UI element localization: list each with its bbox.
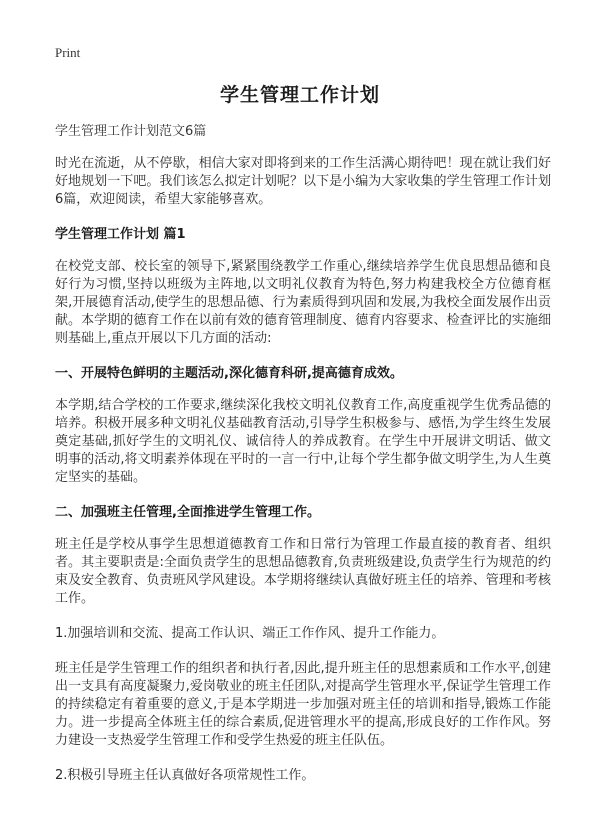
page-title: 学生管理工作计划 [219,84,380,106]
heading-1: 一、开展特色鲜明的主题活动,深化德育科研,提高德育成效。 [55,366,403,381]
paragraph-4: 班主任是学生管理工作的组织者和执行者,因此,提升班主任的思想素质和工作水平,创建出一支具有高度凝聚力,爱岗敬业的班主任团队,对提高学生管理水平,保证学生管理工作的持续稳定有着重要的意义,于是本学期进一步加强对班主任的培训和指导,锻炼工作能力。进一步提高全体班主任的综合素质,促进管理水平的提高,形成良好的工作作风。努力建设一支热爱学生管理工作和受学生热爱的班主任队伍。 [55,661,551,748]
article-subtitle: 学生管理工作计划范文6篇 [55,124,207,139]
print-link[interactable]: Print [55,45,81,60]
list-item-2: 2.积极引导班主任认真做好各项常规性工作。 [55,768,315,783]
article-body [55,120,551,802]
paragraph-3: 班主任是学校从事学生思想道德教育工作和日常行为管理工作最直接的教育者、组织者。其主要职责是:全面负责学生的思想品德教育,负责班级建设,负责学生行为规范的约束及安全教育、负责班风学风建设。本学期将继续认真做好班主任的培养、管理和考核工作。 [55,537,551,606]
heading-2: 二、加强班主任管理,全面推进学生管理工作。 [55,505,320,520]
list-item-1: 1.加强培训和交流、提高工作认识、端正工作作风、提升工作能力。 [55,626,445,641]
paragraph-1: 在校党支部、校长室的领导下,紧紧围绕教学工作重心,继续培养学生优良思想品德和良好行为习惯,坚持以班级为主阵地,以文明礼仪教育为特色,努力构建我校全方位德育框架,开展德育活动,使学生的思想品德、行为素质得到巩固和发展,为我校全面发展作出贡献。本学期的德育工作在以前有效的德育管理制度、德育内容要求、检查评比的实施细则基础上,重点开展以下几方面的活动: [55,259,551,346]
intro-paragraph: 时光在流逝，从不停歇，相信大家对即将到来的工作生活满心期待吧！现在就让我们好好地规划一下吧。我们该怎么拟定计划呢？以下是小编为大家收集的学生管理工作计划6篇，欢迎阅读，希望大家能够喜欢。 [55,156,551,207]
paragraph-2: 本学期,结合学校的工作要求,继续深化我校文明礼仪教育工作,高度重视学生优秀品德的培养。积极开展多种文明礼仪基础教育活动,引导学生积极参与、感悟,为学生终生发展奠定基础,抓好学生的文明礼仪、诚信待人的养成教育。在学生中开展讲文明话、做文明事的活动,将文明素养体现在平时的一言一行中,让每个学生都争做文明学生,为人生奠定坚实的基础。 [55,398,551,485]
section-heading: 学生管理工作计划 篇1 [55,227,186,242]
